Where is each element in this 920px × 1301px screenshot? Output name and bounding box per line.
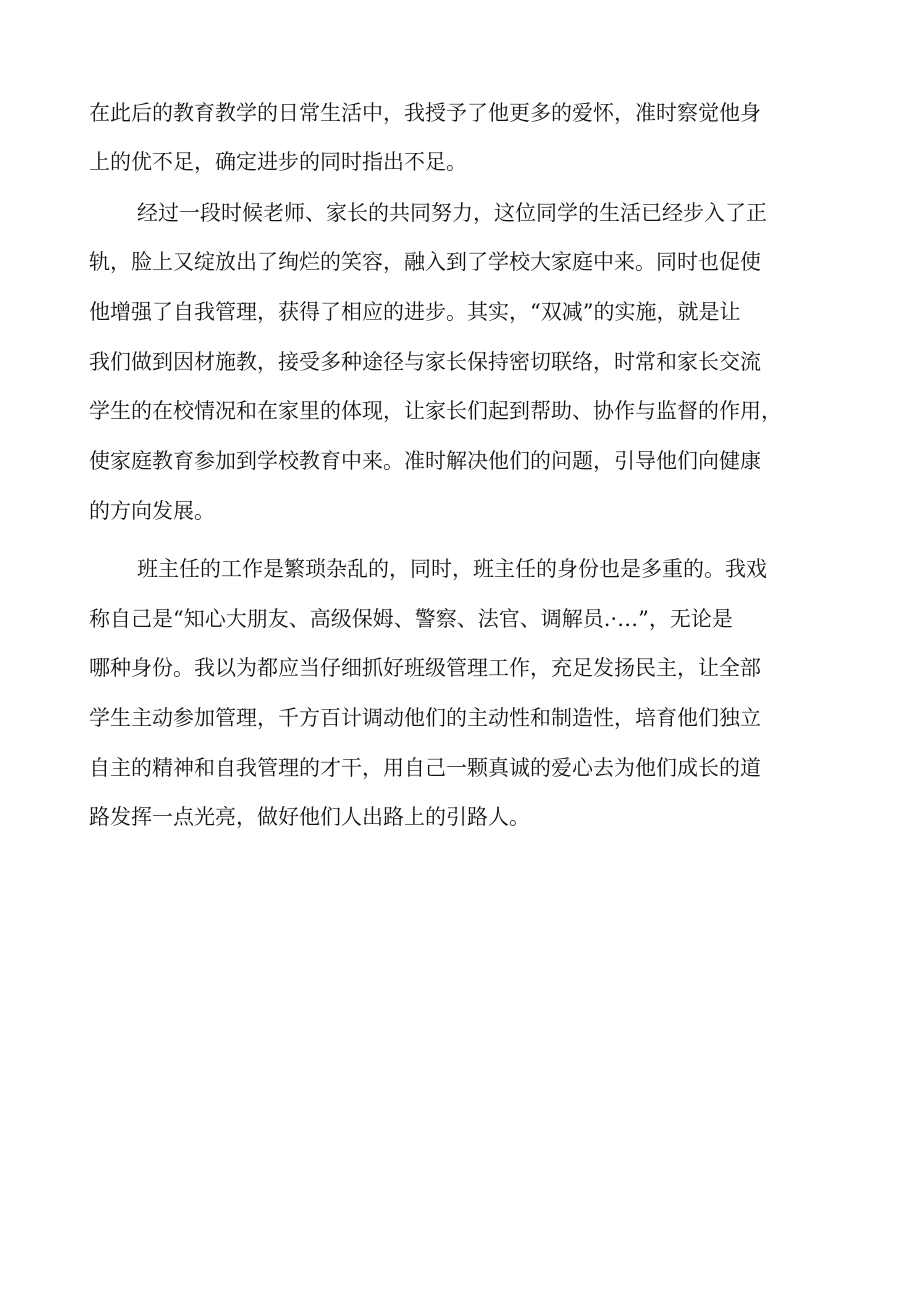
paragraph-2-line-5: 学生的在校情况和在家里的体现，让家长们起到帮助、协作与监督的作用， [89,399,782,423]
paragraph-2-line-7: 的方向发展。 [89,499,215,523]
paragraph-3-line-2: 称自己是“知心大朋友、高级保姆、警察、法官、调解员.·…”，无论是 [89,607,733,631]
paragraph-3-line-1: 班主任的工作是繁琐杂乱的，同时，班主任的身份也是多重的。我戏 [137,557,767,581]
paragraph-1-line-1: 在此后的教育教学的日常生活中，我授予了他更多的爱怀，准时察觉他身 [89,101,761,125]
paragraph-2-line-3: 他增强了自我管理，获得了相应的进步。其实，“双减”的实施，就是让 [89,300,741,324]
paragraph-1-line-2: 上的优不足，确定进步的同时指出不足。 [89,150,467,174]
paragraph-3-line-4: 学生主动参加管理，千方百计调动他们的主动性和制造性，培育他们独立 [89,706,761,730]
paragraph-2-line-4: 我们做到因材施教，接受多种途径与家长保持密切联络，时常和家长交流 [89,350,761,374]
paragraph-2-line-2: 轨，脸上又绽放出了绚烂的笑容，融入到了学校大家庭中来。同时也促使 [89,250,761,274]
paragraph-2-line-1: 经过一段时候老师、家长的共同努力，这位同学的生活已经步入了正 [137,201,767,225]
paragraph-3-line-3: 哪种身份。我以为都应当仔细抓好班级管理工作，充足发扬民主，让全部 [89,656,761,680]
paragraph-3-line-5: 自主的精神和自我管理的才干，用自己一颗真诚的爱心去为他们成长的道 [89,756,761,780]
paragraph-2-line-6: 使家庭教育参加到学校教育中来。准时解决他们的问题，引导他们向健康 [89,449,761,473]
paragraph-3-line-6: 路发挥一点光亮，做好他们人出路上的引路人。 [89,805,530,829]
